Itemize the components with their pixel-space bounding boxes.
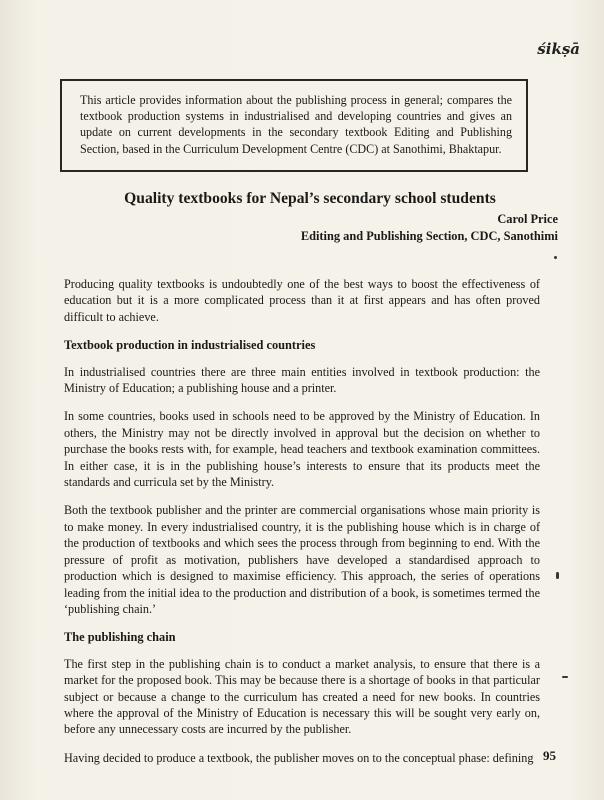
intro-paragraph: Producing quality textbooks is undoubtedly one of the best ways to boost the effectiveness of education but it is a more complicated process than it at first appears and has often proved difficult to achieve.: [64, 277, 540, 324]
article-title: Quality textbooks for Nepal’s secondary school students: [124, 190, 496, 207]
author-name: Carol Price: [497, 212, 558, 226]
article-body: [64, 276, 540, 778]
paragraph: In industrialised countries there are three main entities involved in textbook production: the Ministry of Education; a publishing house and a printer.: [64, 364, 540, 396]
paragraph: Both the textbook publisher and the printer are commercial organisations whose main priority is to make money. In every industrialised country, it is the publishing house which is in charge of the production of textbooks and which sees the process through from beginning to end. With the pressure of profit as motivation, publishers have developed a standardised approach to production which is designed to maximise efficiency. This approach, the series of operations leading from the initial idea to the production and distribution of a book, is sometimes termed the ‘publishing chain.’: [64, 503, 540, 616]
scan-speck: [556, 572, 559, 579]
paragraph: In some countries, books used in schools need to be approved by the Ministry of Education. In others, the Ministry may not be directly involved in approval but the decision on whether to purchase the books rests with, for example, head teachers and textbook examination committees. In either case, it is in the publishing house’s interests to ensure that its products meet the standards and curricula set by the Ministry.: [64, 409, 540, 490]
journal-logo: śikṣā: [537, 40, 580, 58]
section-heading-industrialised: Textbook production in industrialised countries: [64, 338, 316, 353]
abstract-text: This article provides information about the publishing process in general; compares the textbook production systems in industrialised and developing countries and gives an update on current developments in the secondary textbook Editing and Publishing Section, based in the Curriculum Development Centre (CDC) at Sanothimi, Bhaktapur.: [80, 93, 512, 156]
scan-speck: [554, 256, 557, 259]
page-number: 95: [543, 748, 556, 763]
author-affiliation: Editing and Publishing Section, CDC, Sanothimi: [300, 229, 558, 243]
scan-speck: [562, 676, 568, 678]
paragraph: Having decided to produce a textbook, the publisher moves on to the conceptual phase: defining: [64, 750, 534, 765]
paragraph: The first step in the publishing chain is to conduct a market analysis, to ensure that there is a market for the proposed book. This may be because there is a shortage of books in that particular subject or because a change to the curriculum has created a need for new books. In countries where the approval of the Ministry of Education is necessary this will be sought very early on, before any unnecessary costs are incurred by the publisher.: [64, 656, 540, 737]
abstract-box: [60, 79, 528, 172]
section-heading-publishing-chain: The publishing chain: [64, 630, 176, 645]
